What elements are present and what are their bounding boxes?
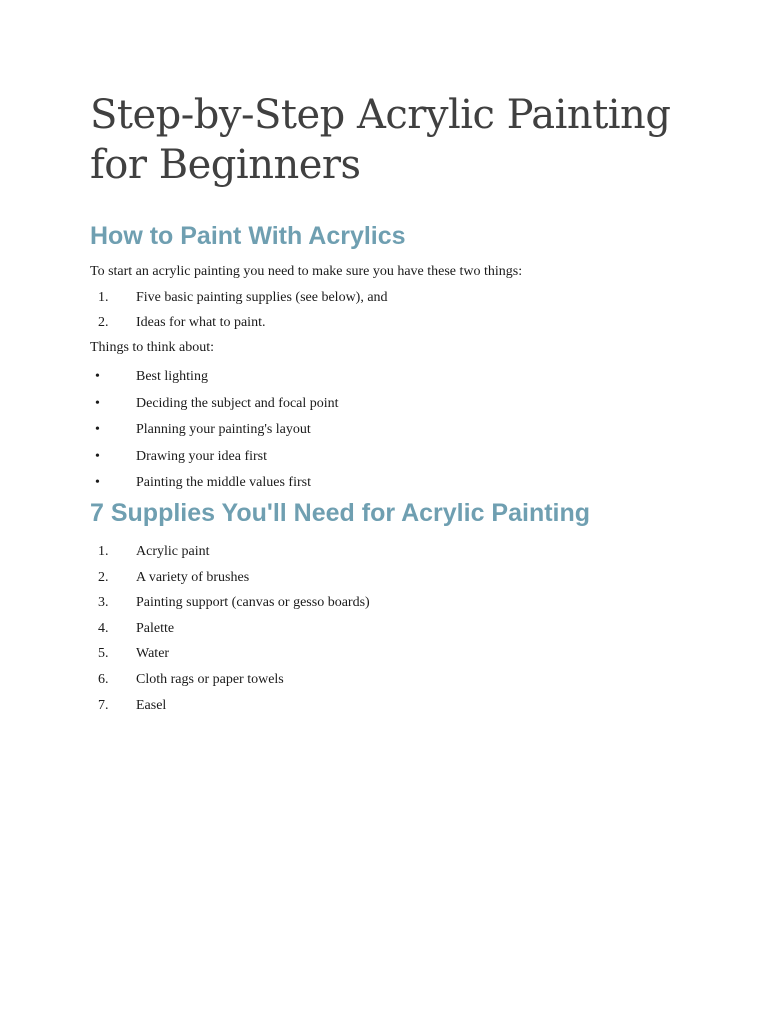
list-number: 3.: [98, 595, 109, 611]
list-number: 6.: [98, 671, 109, 687]
list-item: [90, 697, 690, 715]
document-title-line-2: for Beginners: [90, 142, 361, 188]
think-about-list: [90, 368, 690, 492]
list-item-text: Ideas for what to paint.: [136, 315, 266, 330]
list-item-text: Cloth rags or paper towels: [136, 671, 284, 687]
supplies-list: [90, 543, 690, 715]
list-item: [90, 543, 690, 561]
bullet-icon: •: [95, 422, 100, 438]
list-item-text: Five basic painting supplies (see below), and: [136, 290, 388, 305]
list-item-text: Painting the middle values first: [136, 475, 311, 491]
list-item: [90, 594, 690, 612]
list-number: 1.: [98, 290, 109, 305]
list-number: 2.: [98, 315, 109, 330]
list-item-text: Drawing your idea first: [136, 448, 268, 464]
list-item-text: Easel: [136, 697, 167, 713]
list-item-text: Deciding the subject and focal point: [136, 395, 339, 411]
list-item-text: Painting support (canvas or gesso boards): [136, 595, 370, 611]
list-number: 7.: [98, 697, 109, 713]
bullet-icon: •: [95, 395, 100, 411]
list-item-text: Palette: [136, 620, 175, 636]
list-item: [90, 289, 690, 307]
list-item-text: Acrylic paint: [136, 543, 210, 559]
document-title: [90, 90, 690, 190]
list-item-text: Best lighting: [136, 369, 208, 384]
list-item: [90, 421, 690, 439]
bullet-icon: •: [95, 448, 100, 464]
list-number: 1.: [98, 543, 109, 559]
list-number: 4.: [98, 620, 109, 636]
list-item: [90, 474, 690, 492]
things-to-think-label: Things to think about:: [90, 340, 215, 355]
intro-paragraph: To start an acrylic painting you need to make sure you have these two things:: [90, 264, 523, 279]
requirements-list: [90, 289, 690, 332]
list-item: [90, 448, 690, 466]
list-item-text: Water: [136, 646, 170, 662]
section-heading-supplies: 7 Supplies You'll Need for Acrylic Painting: [90, 498, 591, 527]
list-number: 2.: [98, 569, 109, 585]
bullet-icon: •: [95, 475, 100, 491]
list-item: [90, 671, 690, 689]
document-title-line-1: Step-by-Step Acrylic Painting: [90, 92, 671, 138]
bullet-icon: •: [95, 369, 100, 384]
list-item: [90, 368, 690, 386]
list-item: [90, 314, 690, 332]
list-item: [90, 645, 690, 663]
document-page: [90, 90, 690, 722]
list-number: 5.: [98, 646, 109, 662]
list-item-text: Planning your painting's layout: [136, 422, 311, 438]
list-item-text: A variety of brushes: [136, 569, 250, 585]
list-item: [90, 395, 690, 413]
list-item: [90, 569, 690, 587]
list-item: [90, 620, 690, 638]
section-heading-how-to-paint: How to Paint With Acrylics: [90, 222, 406, 250]
